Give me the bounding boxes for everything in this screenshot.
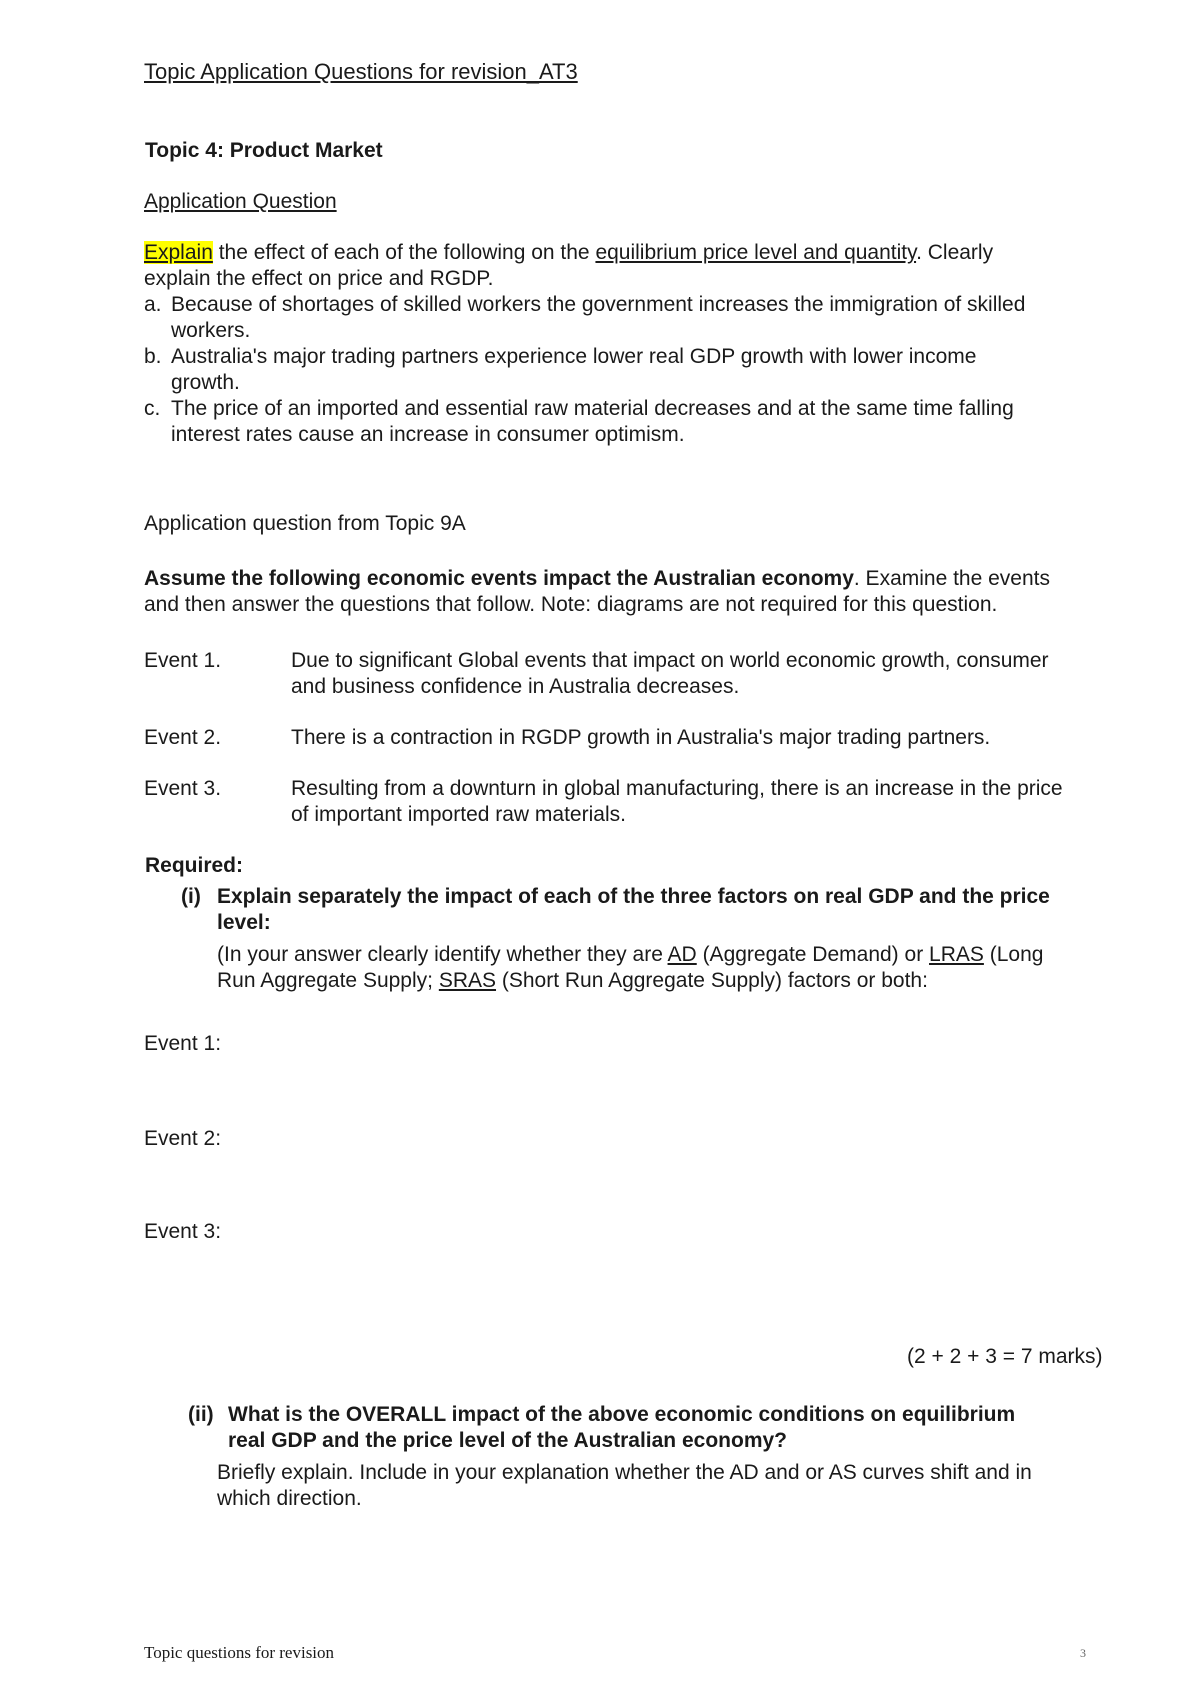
sras-term: SRAS — [438, 969, 497, 992]
required-label: Required: — [145, 854, 244, 877]
document-title: Topic Application Questions for revision_AT3 — [144, 59, 578, 84]
q1-line2: level: — [217, 911, 271, 934]
marks-label: (2 + 2 + 3 = 7 marks) — [907, 1345, 1103, 1368]
event1-line1: Due to significant Global events that impact on world economic growth, consumer — [291, 649, 1049, 672]
list-item-a-line2: workers. — [171, 319, 251, 342]
topic4-subheading: Application Question — [144, 190, 337, 213]
event2-label: Event 2. — [144, 726, 222, 749]
explain-highlight: Explain — [144, 241, 213, 264]
lras-term: LRAS — [929, 943, 984, 966]
q2-line2: real GDP and the price level of the Australian economy? — [228, 1429, 787, 1452]
list-item-b-line2: growth. — [171, 371, 240, 394]
list-item-b-line1: Australia's major trading partners experience lower real GDP growth with lower income — [171, 345, 977, 368]
list-item-c-line2: interest rates cause an increase in consumer optimism. — [171, 423, 685, 446]
q2-note-line2: which direction. — [217, 1487, 362, 1510]
q2-note-line1: Briefly explain. Include in your explanation whether the AD and or AS curves shift and in — [217, 1461, 1032, 1484]
assume-line2: and then answer the questions that follow. Note: diagrams are not required for this question. — [144, 593, 998, 616]
q1-line1: Explain separately the impact of each of the three factors on real GDP and the price — [217, 885, 1050, 908]
event1-label: Event 1. — [144, 649, 222, 672]
q1-marker: (i) — [181, 885, 201, 908]
q1-note-line1: (In your answer clearly identify whether they are AD (Aggregate Demand) or LRAS (Long — [217, 943, 1044, 966]
list-marker-c: c. — [144, 397, 161, 420]
list-item-c-line1: The price of an imported and essential raw material decreases and at the same time falling — [171, 397, 1014, 420]
topic4-heading: Topic 4: Product Market — [145, 139, 383, 162]
answer-event1: Event 1: — [144, 1032, 222, 1055]
event2-line1: There is a contraction in RGDP growth in Australia's major trading partners. — [291, 726, 991, 749]
ad-term: AD — [667, 943, 697, 966]
event3-label: Event 3. — [144, 777, 222, 800]
answer-event3: Event 3: — [144, 1220, 222, 1243]
event1-line2: and business confidence in Australia decreases. — [291, 675, 740, 698]
page-number: 3 — [1080, 1646, 1086, 1660]
q2-marker: (ii) — [188, 1403, 214, 1426]
topic9a-heading: Application question from Topic 9A — [144, 512, 466, 535]
assume-line1: Assume the following economic events impact the Australian economy. Examine the events — [144, 567, 1050, 590]
list-marker-b: b. — [144, 345, 162, 368]
event3-line2: of important imported raw materials. — [291, 803, 626, 826]
event3-line1: Resulting from a downturn in global manufacturing, there is an increase in the price — [291, 777, 1063, 800]
topic4-intro-line1: Explain the effect of each of the following on the equilibrium price level and quantity. Clearly — [144, 241, 994, 264]
q1-note-line2: Run Aggregate Supply; SRAS (Short Run Aggregate Supply) factors or both: — [217, 969, 928, 992]
footer-text: Topic questions for revision — [144, 1643, 335, 1662]
topic4-intro-line2: explain the effect on price and RGDP. — [144, 267, 494, 290]
list-marker-a: a. — [144, 293, 162, 316]
list-item-a-line1: Because of shortages of skilled workers the government increases the immigration of skilled — [171, 293, 1026, 316]
equilibrium-underline: equilibrium price level and quantity — [595, 241, 917, 264]
answer-event2: Event 2: — [144, 1127, 222, 1150]
q2-line1: What is the OVERALL impact of the above economic conditions on equilibrium — [228, 1403, 1016, 1426]
